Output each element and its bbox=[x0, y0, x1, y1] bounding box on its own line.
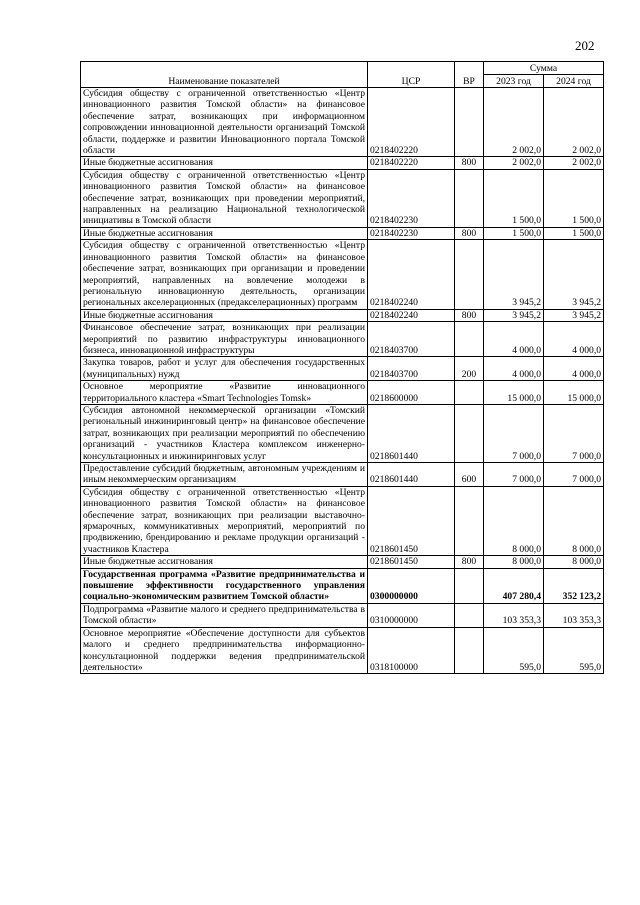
row-sum-2024: 7 000,0 bbox=[544, 404, 604, 462]
row-csr: 0218600000 bbox=[368, 381, 455, 405]
row-csr: 0218403700 bbox=[368, 357, 455, 381]
row-sum-2024: 1 500,0 bbox=[544, 227, 604, 239]
row-sum-2024: 4 000,0 bbox=[544, 322, 604, 357]
row-sum-2024: 352 123,2 bbox=[544, 568, 604, 603]
header-name: Наименование показателей bbox=[81, 62, 368, 88]
table-row bbox=[81, 404, 604, 462]
table-row bbox=[81, 603, 604, 627]
row-sum-2024: 3 945,2 bbox=[544, 309, 604, 321]
row-sum-2024: 8 000,0 bbox=[544, 556, 604, 568]
row-vr: 800 bbox=[455, 227, 484, 239]
table-row bbox=[81, 227, 604, 239]
table-row bbox=[81, 463, 604, 487]
row-name: Подпрограмма «Развитие малого и среднего предпринимательства в Томской области» bbox=[81, 603, 368, 627]
table-row bbox=[81, 486, 604, 555]
header-vr: ВР bbox=[455, 62, 484, 88]
row-name: Субсидия обществу с ограниченной ответственностью «Центр инновационного развития Томской области» на финансовое обеспечение затрат, возникающих при проведении мероприятий, направленных на реализацию Национальной технологической инициативы в Томской области bbox=[81, 169, 368, 227]
row-sum-2023: 2 002,0 bbox=[484, 88, 544, 157]
row-sum-2024: 1 500,0 bbox=[544, 169, 604, 227]
page-number: 202 bbox=[575, 38, 595, 53]
table-row bbox=[81, 240, 604, 309]
row-sum-2024: 15 000,0 bbox=[544, 381, 604, 405]
row-name: Основное мероприятие «Обеспечение доступности для субъектов малого и среднего предпринимательства информационно-консультационной поддержки ведения предпринимательской деятельности» bbox=[81, 627, 368, 674]
row-sum-2023: 3 945,2 bbox=[484, 309, 544, 321]
row-sum-2023: 8 000,0 bbox=[484, 556, 544, 568]
row-vr: 200 bbox=[455, 357, 484, 381]
row-vr: 800 bbox=[455, 157, 484, 169]
row-csr: 0218601440 bbox=[368, 404, 455, 462]
row-sum-2023: 7 000,0 bbox=[484, 404, 544, 462]
row-csr: 0218402240 bbox=[368, 309, 455, 321]
row-sum-2024: 8 000,0 bbox=[544, 486, 604, 555]
row-name: Иные бюджетные ассигнования bbox=[81, 157, 368, 169]
row-sum-2024: 3 945,2 bbox=[544, 240, 604, 309]
row-name: Иные бюджетные ассигнования bbox=[81, 227, 368, 239]
table-row bbox=[81, 627, 604, 674]
row-vr bbox=[455, 381, 484, 405]
row-csr: 0318100000 bbox=[368, 627, 455, 674]
row-sum-2023: 3 945,2 bbox=[484, 240, 544, 309]
row-sum-2023: 103 353,3 bbox=[484, 603, 544, 627]
row-vr: 600 bbox=[455, 463, 484, 487]
row-vr: 800 bbox=[455, 309, 484, 321]
table-row bbox=[81, 322, 604, 357]
row-vr bbox=[455, 169, 484, 227]
header-sum: Сумма bbox=[484, 62, 604, 75]
row-sum-2023: 15 000,0 bbox=[484, 381, 544, 405]
row-sum-2024: 7 000,0 bbox=[544, 463, 604, 487]
row-vr bbox=[455, 568, 484, 603]
row-sum-2023: 7 000,0 bbox=[484, 463, 544, 487]
row-name: Финансовое обеспечение затрат, возникающих при реализации мероприятий по развитию инфраструктуры инновационного бизнеса, инновационной инфраструктуры bbox=[81, 322, 368, 357]
row-sum-2023: 8 000,0 bbox=[484, 486, 544, 555]
header-csr: ЦСР bbox=[368, 62, 455, 88]
row-name: Субсидия обществу с ограниченной ответственностью «Центр инновационного развития Томской области» на финансовое обеспечение затрат, возникающих при организации и проведении мероприятий, направленных на вовлечение молодежи в региональную инновационную деятельность, организации региональных акселерационных (предакселерационных) программ bbox=[81, 240, 368, 309]
header-year-2024: 2024 год bbox=[544, 75, 604, 88]
table-row bbox=[81, 568, 604, 603]
row-vr bbox=[455, 404, 484, 462]
row-csr: 0300000000 bbox=[368, 568, 455, 603]
table-row bbox=[81, 169, 604, 227]
row-csr: 0218402220 bbox=[368, 88, 455, 157]
row-vr bbox=[455, 322, 484, 357]
row-name: Субсидия автономной некоммерческой организации «Томский региональный инжиниринговый центр» на финансовое обеспечение затрат, возникающих при реализации мероприятий по обеспечению организаций - участников Кластера комплексом инженерно-консультационных и инжиниринговых услуг bbox=[81, 404, 368, 462]
row-sum-2023: 1 500,0 bbox=[484, 169, 544, 227]
row-csr: 0218402240 bbox=[368, 240, 455, 309]
row-vr: 800 bbox=[455, 556, 484, 568]
row-csr: 0218402230 bbox=[368, 169, 455, 227]
row-csr: 0218601440 bbox=[368, 463, 455, 487]
row-sum-2023: 4 000,0 bbox=[484, 322, 544, 357]
row-sum-2023: 407 280,4 bbox=[484, 568, 544, 603]
row-name: Предоставление субсидий бюджетным, автономным учреждениям и иным некоммерческим организациям bbox=[81, 463, 368, 487]
row-vr bbox=[455, 88, 484, 157]
row-csr: 0310000000 bbox=[368, 603, 455, 627]
row-name: Субсидия обществу с ограниченной ответственностью «Центр инновационного развития Томской области» на финансовое обеспечение затрат, возникающих при информационном сопровождении инновационной деятельности организаций Томской области, поддержке и развитии Инновационного портала Томской области bbox=[81, 88, 368, 157]
row-csr: 0218402230 bbox=[368, 227, 455, 239]
row-sum-2024: 103 353,3 bbox=[544, 603, 604, 627]
row-vr bbox=[455, 627, 484, 674]
table-row bbox=[81, 88, 604, 157]
row-sum-2024: 4 000,0 bbox=[544, 357, 604, 381]
row-sum-2023: 595,0 bbox=[484, 627, 544, 674]
header-year-2023: 2023 год bbox=[484, 75, 544, 88]
row-name: Иные бюджетные ассигнования bbox=[81, 556, 368, 568]
table-row bbox=[81, 357, 604, 381]
budget-table bbox=[80, 61, 604, 674]
row-vr bbox=[455, 486, 484, 555]
row-sum-2024: 595,0 bbox=[544, 627, 604, 674]
row-csr: 0218402220 bbox=[368, 157, 455, 169]
row-vr bbox=[455, 603, 484, 627]
row-sum-2023: 1 500,0 bbox=[484, 227, 544, 239]
row-csr: 0218403700 bbox=[368, 322, 455, 357]
row-sum-2023: 2 002,0 bbox=[484, 157, 544, 169]
row-name: Закупка товаров, работ и услуг для обеспечения государственных (муниципальных) нужд bbox=[81, 357, 368, 381]
row-sum-2024: 2 002,0 bbox=[544, 88, 604, 157]
row-sum-2023: 4 000,0 bbox=[484, 357, 544, 381]
table-row bbox=[81, 309, 604, 321]
table-row bbox=[81, 556, 604, 568]
row-vr bbox=[455, 240, 484, 309]
row-name: Основное мероприятие «Развитие инновационного территориального кластера «Smart Technologies Tomsk» bbox=[81, 381, 368, 405]
row-name: Субсидия обществу с ограниченной ответственностью «Центр инновационного развития Томской области» на финансовое обеспечение затрат, возникающих при реализации выставочно-ярмарочных, коммуникативных мероприятий, мероприятий по продвижению, брендированию и рекламе продукции организаций - участников Кластера bbox=[81, 486, 368, 555]
row-csr: 0218601450 bbox=[368, 486, 455, 555]
row-csr: 0218601450 bbox=[368, 556, 455, 568]
row-name: Государственная программа «Развитие предпринимательства и повышение эффективности государственного управления социально-экономическим развитием Томской области» bbox=[81, 568, 368, 603]
table-row bbox=[81, 381, 604, 405]
row-sum-2024: 2 002,0 bbox=[544, 157, 604, 169]
row-name: Иные бюджетные ассигнования bbox=[81, 309, 368, 321]
table-row bbox=[81, 157, 604, 169]
